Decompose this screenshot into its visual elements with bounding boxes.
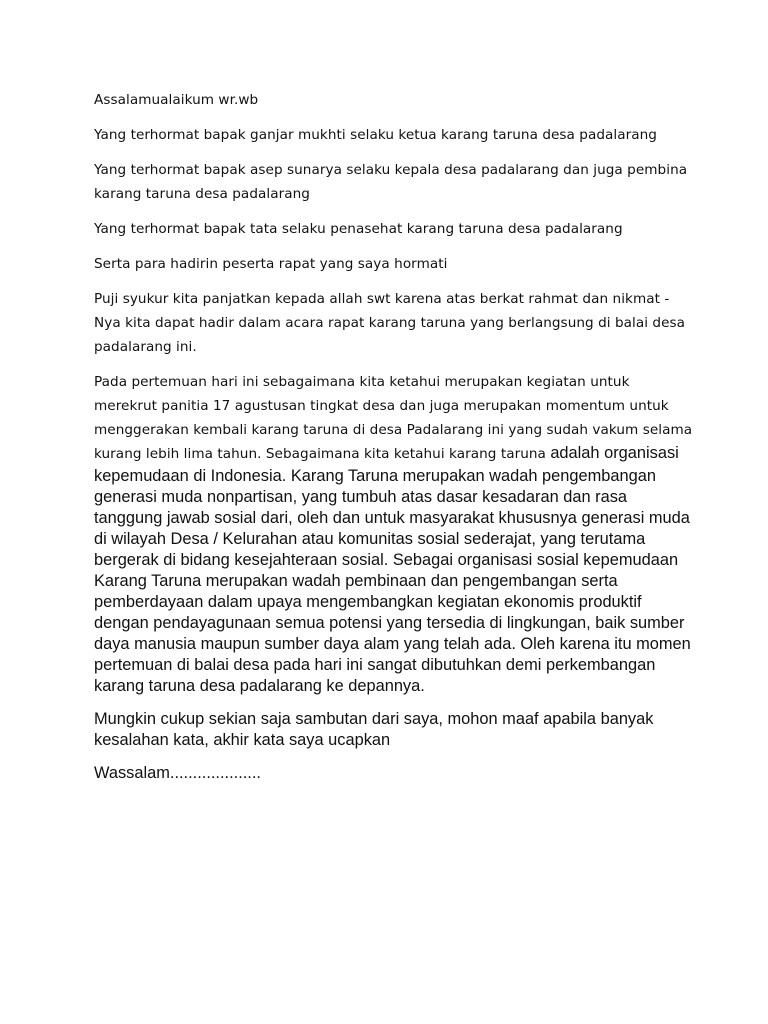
salutation-penasehat: Yang terhormat bapak tata selaku penasehat karang taruna desa padalarang [94, 221, 623, 237]
greeting: Assalamualaikum wr.wb [94, 92, 259, 108]
main-paragraph-intro: Pada pertemuan hari ini sebagaimana kita ketahui merupakan kegiatan untuk merekrut panitia 17 agustusan tingkat desa dan juga merupakan momentum untuk menggerakan kembali karang taruna di desa Padalarang ini yang sudah vakum selama kurang lebih lima tahun. Sebagaimana kita ketahui karang taruna [94, 374, 693, 462]
closing-paragraph: Mungkin cukup sekian saja sambutan dari saya, mohon maaf apabila banyak kesalahan kata, akhir kata saya ucapkan [94, 710, 654, 749]
main-paragraph [94, 370, 694, 697]
document-page [94, 88, 694, 784]
opening-paragraph: Puji syukur kita panjatkan kepada allah swt karena atas berkat rahmat dan nikmat -Nya kita dapat hadir dalam acara rapat karang taruna yang berlangsung di balai desa padalarang ini. [94, 291, 686, 355]
salutation-kepala-desa: Yang terhormat bapak asep sunarya selaku kepala desa padalarang dan juga pembina karang taruna desa padalarang [94, 162, 688, 202]
salutation-hadirin: Serta para hadirin peserta rapat yang saya hormati [94, 256, 448, 272]
main-paragraph-definition: adalah organisasi kepemudaan di Indonesia. Karang Taruna merupakan wadah pengembangan generasi muda nonpartisan, yang tumbuh atas dasar kesadaran dan rasa tanggung jawab sosial dari, oleh dan untuk masyarakat khususnya generasi muda di wilayah Desa / Kelurahan atau komunitas sosial sederajat, yang terutama bergerak di bidang kesejahteraan sosial. Sebagai organisasi sosial kepemudaan Karang Taruna merupakan wadah pembinaan dan pengembangan serta pemberdayaan dalam upaya mengembangkan kegiatan ekonomis produktif dengan pendayagunaan semua potensi yang tersedia di lingkungan, baik sumber daya manusia maupun sumber daya alam yang telah ada. Oleh karena itu momen pertemuan di balai desa pada hari ini sangat dibutuhkan demi perkembangan karang taruna desa padalarang ke depannya. [94, 444, 691, 695]
salutation-ketua: Yang terhormat bapak ganjar mukhti selaku ketua karang taruna desa padalarang [94, 127, 657, 143]
farewell: Wassalam.................... [94, 764, 261, 782]
